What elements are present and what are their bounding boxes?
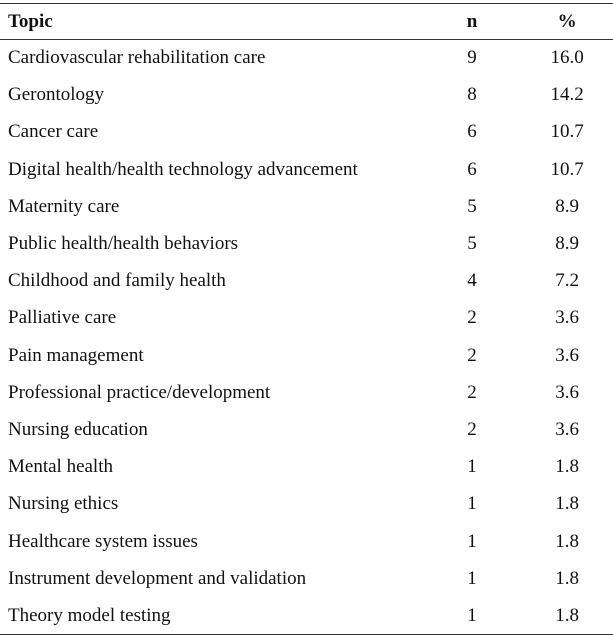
table-row: [0, 374, 613, 411]
table-row: [0, 300, 613, 337]
topic-distribution-table: [0, 3, 613, 635]
cell-percent: 1.8: [555, 456, 579, 478]
cell-topic: Theory model testing: [0, 597, 423, 634]
cell-topic: Gerontology: [8, 84, 105, 106]
cell-percent: 3.6: [555, 344, 579, 366]
cell-n: 1: [467, 567, 477, 589]
table-row: [0, 486, 613, 523]
table-row: [0, 411, 613, 448]
cell-topic: Instrument development and validation: [8, 567, 307, 589]
header-percent: %: [521, 4, 613, 40]
table-row: [0, 40, 613, 77]
table-row: [0, 77, 613, 114]
table-row: [0, 263, 613, 300]
cell-n: 5: [467, 233, 477, 255]
cell-percent: 8.9: [555, 233, 579, 255]
table-body: [0, 40, 613, 635]
cell-topic: Pain management: [8, 344, 144, 366]
cell-n: 6: [467, 121, 477, 143]
cell-topic: Palliative care: [8, 307, 117, 329]
cell-n: 1: [467, 456, 477, 478]
cell-topic: Professional practice/development: [8, 381, 271, 403]
table-row: [0, 597, 613, 634]
cell-topic: Childhood and family health: [8, 270, 226, 292]
cell-percent: 10.7: [550, 158, 584, 180]
cell-percent: 14.2: [550, 84, 584, 106]
cell-n: 2: [467, 344, 477, 366]
cell-percent: 1.8: [555, 493, 579, 515]
cell-topic: Maternity care: [8, 195, 120, 217]
cell-n: 2: [467, 381, 477, 403]
cell-topic: Healthcare system issues: [8, 530, 198, 552]
cell-topic: Nursing ethics: [8, 493, 119, 515]
cell-n: 8: [467, 84, 477, 106]
cell-topic: Cardiovascular rehabilitation care: [8, 47, 266, 69]
cell-n: 4: [467, 270, 477, 292]
cell-n: 2: [467, 307, 477, 329]
cell-percent: 10.7: [550, 121, 584, 143]
table-row: [0, 560, 613, 597]
table-row: [0, 225, 613, 262]
cell-n: 5: [467, 195, 477, 217]
cell-percent: 8.9: [555, 195, 579, 217]
table-row: [0, 337, 613, 374]
table-row: [0, 449, 613, 486]
cell-percent: 3.6: [555, 307, 579, 329]
table-row: [0, 188, 613, 225]
table-row: [0, 114, 613, 151]
header-n: n: [423, 4, 521, 40]
cell-percent: 7.2: [555, 270, 579, 292]
cell-n: 9: [467, 47, 477, 69]
cell-n: 1: [423, 597, 521, 634]
table-row: [0, 523, 613, 560]
cell-topic: Cancer care: [8, 121, 99, 143]
cell-n: 2: [467, 418, 477, 440]
table-row: [0, 151, 613, 188]
cell-topic: Mental health: [8, 456, 113, 478]
cell-percent: 1.8: [555, 567, 579, 589]
cell-n: 1: [467, 530, 477, 552]
cell-topic: Nursing education: [8, 418, 148, 440]
cell-n: 6: [467, 158, 477, 180]
cell-percent: 1.8: [555, 530, 579, 552]
table-header: [0, 4, 613, 40]
header-topic: Topic: [0, 4, 423, 40]
header-row: [0, 4, 613, 40]
cell-percent: 1.8: [521, 597, 613, 634]
cell-topic: Digital health/health technology advancement: [8, 158, 358, 180]
cell-percent: 16.0: [550, 47, 584, 69]
cell-topic: Public health/health behaviors: [8, 233, 239, 255]
cell-n: 1: [467, 493, 477, 515]
cell-percent: 3.6: [555, 381, 579, 403]
cell-percent: 3.6: [555, 418, 579, 440]
